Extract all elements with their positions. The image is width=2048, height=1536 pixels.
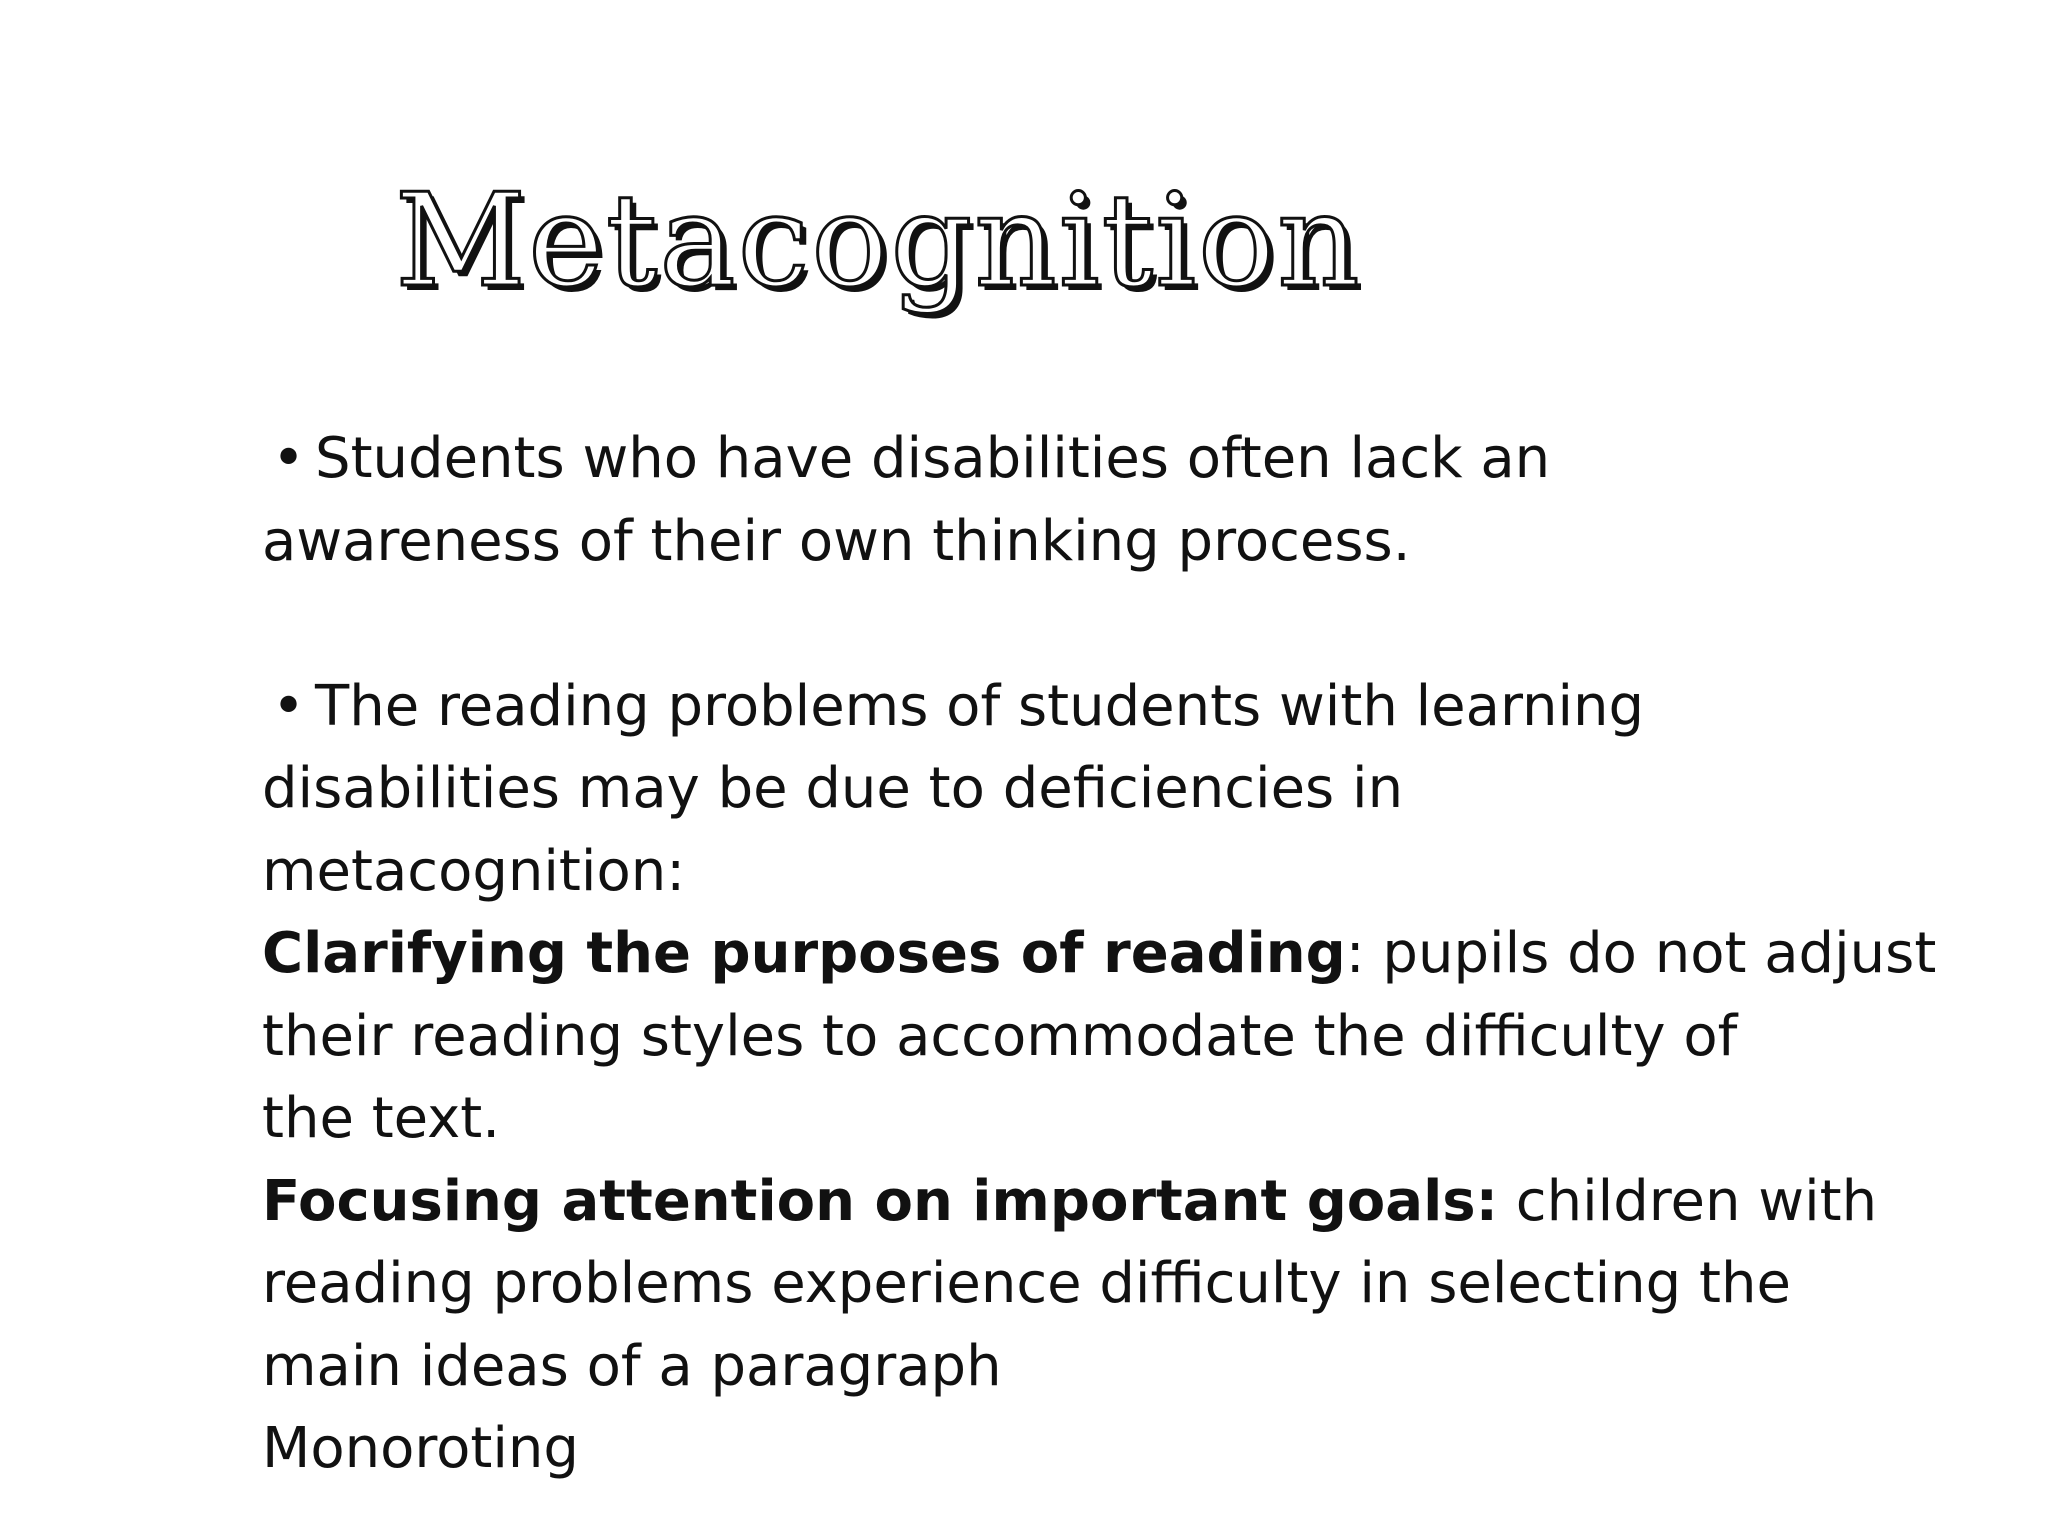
point-1-term: Clarifying the purposes of reading [262, 921, 1346, 986]
bullet-2-line-2: disabilities may be due to deficiencies in [262, 756, 1404, 821]
bullet-2-text-1: The reading problems of students with learning [315, 673, 1645, 739]
point-2-text-1: children with [1498, 1168, 1878, 1234]
bullet-1-text-1: Students who have disabilities often lack an [315, 426, 1551, 491]
slide-title: Metacognition [395, 167, 1362, 316]
trailing-line: Monoroting [262, 1416, 579, 1481]
point-1-line-2: their reading styles to accommodate the difficulty of [262, 1003, 1738, 1069]
bullet-icon: • [272, 673, 306, 739]
bullet-2-line-1 [262, 666, 1962, 749]
bullet-1-line-1 [262, 418, 1962, 501]
point-2-line-1 [262, 1161, 1962, 1244]
paragraph-gap [262, 583, 1962, 666]
point-2-line-2: reading problems experience difficulty in selecting the [262, 1251, 1791, 1316]
point-1-line-1 [262, 913, 1962, 996]
point-2-term: Focusing attention on important goals: [262, 1168, 1498, 1234]
bullet-1-line-2: awareness of their own thinking process. [262, 508, 1411, 574]
slide-body [262, 418, 1962, 1491]
point-2-line-3: main ideas of a paragraph [262, 1333, 1002, 1399]
bullet-2-line-3: metacognition: [262, 838, 686, 904]
point-1-text-1: pupils do not adjust [1364, 921, 1937, 986]
point-1-line-3: the text. [262, 1086, 501, 1151]
point-1-separator: : [1345, 921, 1365, 986]
bullet-icon: • [272, 426, 306, 491]
